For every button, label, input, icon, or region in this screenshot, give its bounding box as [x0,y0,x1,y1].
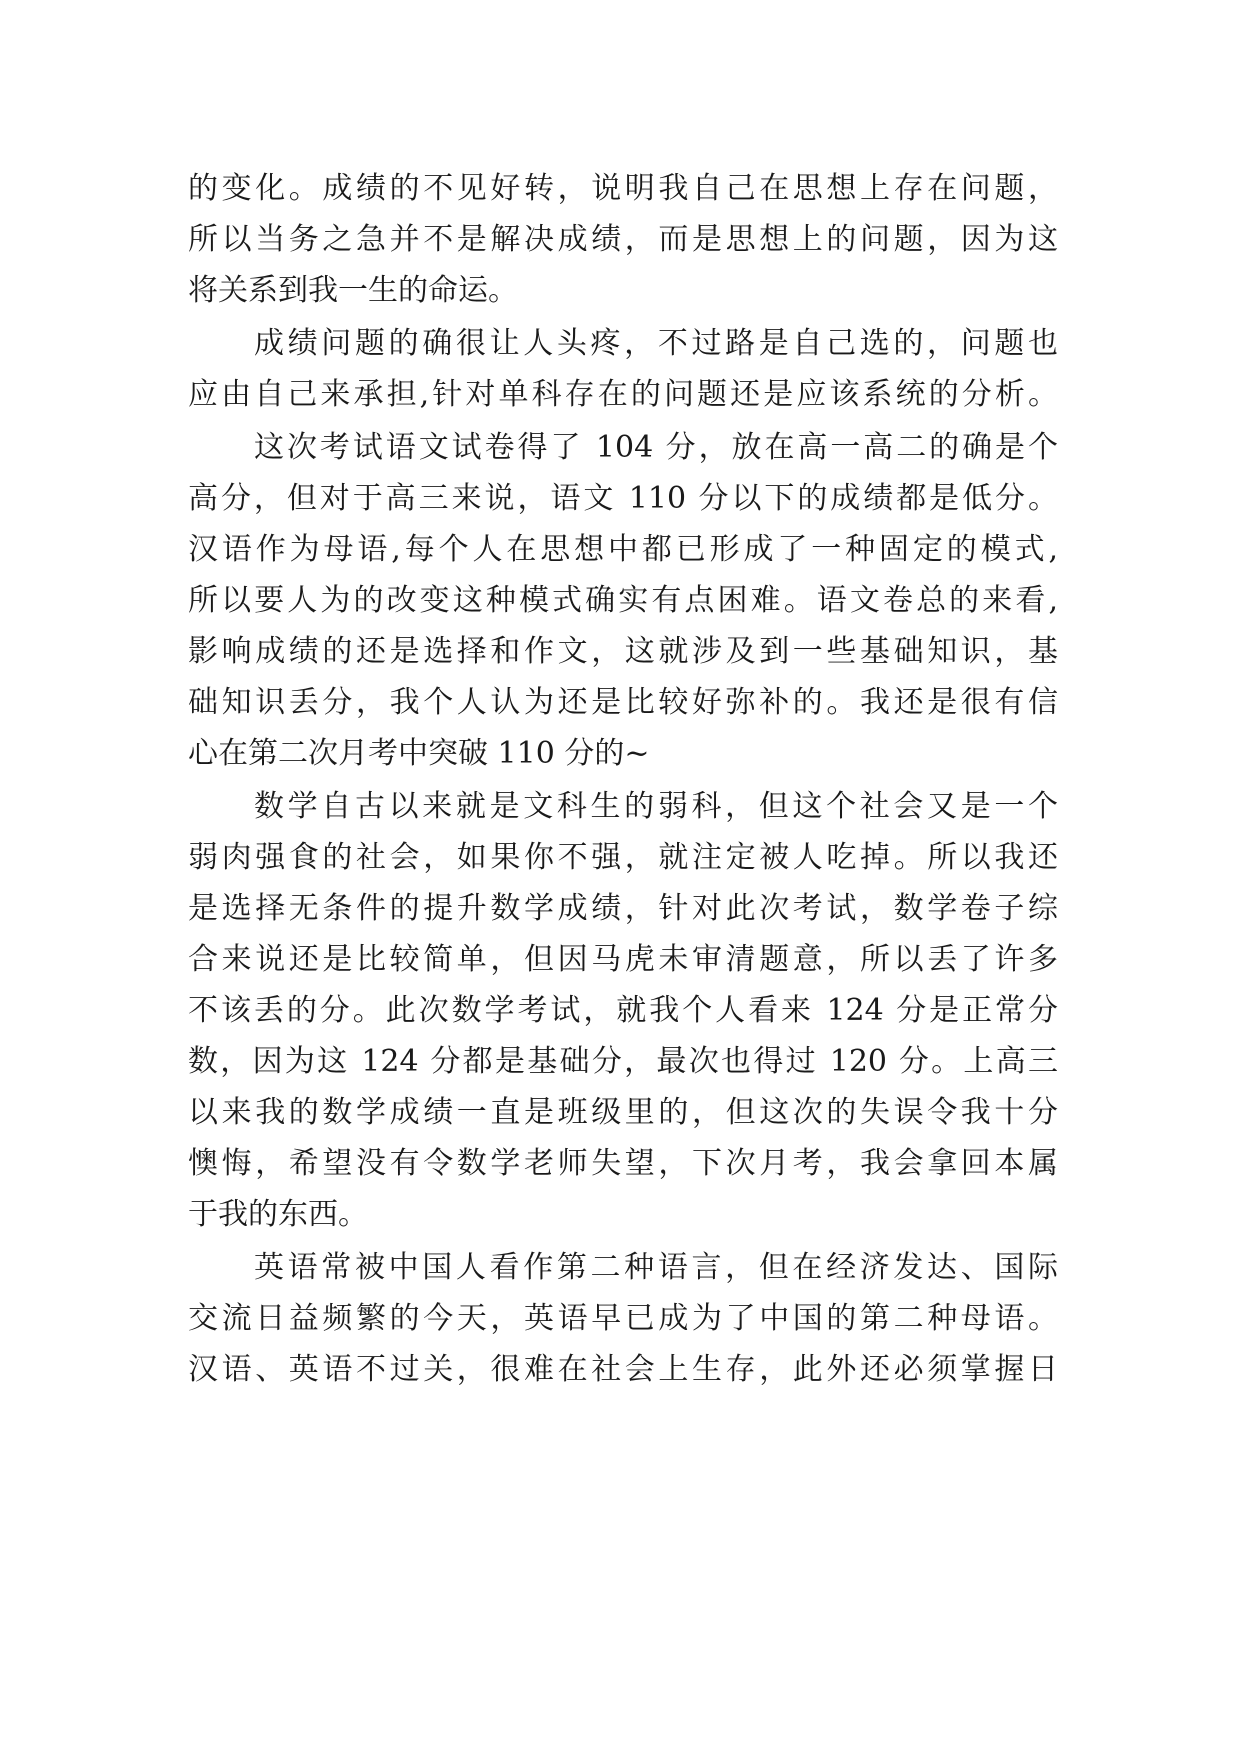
text-line: 成绩问题的确很让人头疼，不过路是自己选的，问题也 [254,326,1058,361]
text-line: 影响成绩的还是选择和作文，这就涉及到一些基础知识，基 [188,634,1058,669]
text-line: 汉语、英语不过关，很难在社会上生存，此外还必须掌握日 [188,1352,1058,1387]
text-line: 高分，但对于高三来说，语文 110 分以下的成绩都是低分。 [188,481,1058,516]
text-line: 的变化。成绩的不见好转，说明我自己在思想上存在问题， [188,171,1058,206]
text-line: 弱肉强食的社会，如果你不强，就注定被人吃掉。所以我还 [188,840,1058,875]
text-line: 不该丢的分。此次数学考试，就我个人看来 124 分是正常分 [188,993,1058,1028]
text-line: 应由自己来承担,针对单科存在的问题还是应该系统的分析。 [188,377,1058,412]
text-line: 数学自古以来就是文科生的弱科，但这个社会又是一个 [254,789,1058,824]
text-line: 心在第二次月考中突破 110 分的~ [188,736,650,771]
text-line: 以来我的数学成绩一直是班级里的，但这次的失误令我十分 [188,1095,1058,1130]
text-line: 础知识丢分，我个人认为还是比较好弥补的。我还是很有信 [188,685,1058,720]
text-line: 交流日益频繁的今天，英语早已成为了中国的第二种母语。 [188,1301,1058,1336]
text-line: 汉语作为母语,每个人在思想中都已形成了一种固定的模式, [188,532,1058,567]
text-line: 数，因为这 124 分都是基础分，最次也得过 120 分。上高三 [188,1044,1058,1079]
text-line: 将关系到我一生的命运。 [188,273,518,308]
text-line: 这次考试语文试卷得了 104 分，放在高一高二的确是个 [254,430,1058,465]
text-line: 合来说还是比较简单，但因马虎未审清题意，所以丢了许多 [188,942,1058,977]
text-line: 是选择无条件的提升数学成绩，针对此次考试，数学卷子综 [188,891,1058,926]
text-line: 英语常被中国人看作第二种语言，但在经济发达、国际 [254,1250,1058,1285]
text-line: 所以当务之急并不是解决成绩，而是思想上的问题，因为这 [188,222,1058,257]
text-line: 所以要人为的改变这种模式确实有点困难。语文卷总的来看, [188,583,1058,618]
text-line: 于我的东西。 [188,1197,368,1232]
text-line: 懊悔，希望没有令数学老师失望，下次月考，我会拿回本属 [188,1146,1058,1181]
